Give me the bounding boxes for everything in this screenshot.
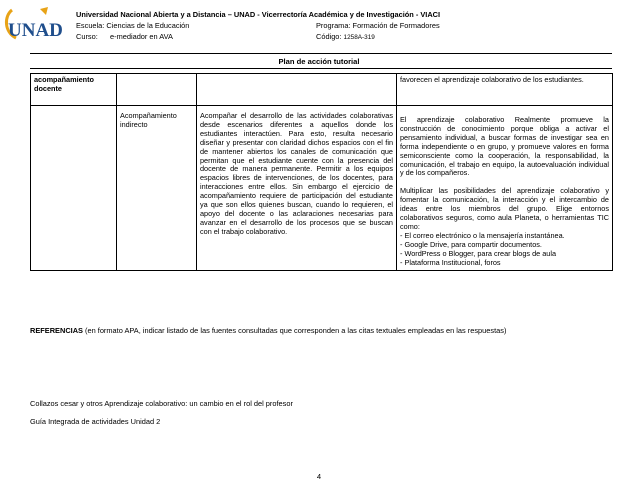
header-code bbox=[316, 32, 375, 43]
row2-para1: El aprendizaje colaborativo Realmente promueve la construcción de conocimiento porque obliga a activar el pensamiento individual, a buscar formas de investigar sea en forma independiente o en grupo, y promueve valores en forma semiconsciente como la cooperación, la responsabilidad, la comunicación, el trabajo en equipo, la autoevaluación individual y de los compañeros. bbox=[400, 115, 609, 178]
reference-item: Collazos cesar y otros Aprendizaje colaborativo: un cambio en el rol del profesor bbox=[30, 399, 293, 408]
header-program: Programa: Formación de Formadores bbox=[316, 21, 440, 30]
table-row bbox=[31, 74, 613, 106]
references-heading bbox=[30, 326, 506, 335]
header-university-line: Universidad Nacional Abierta y a Distancia – UNAD - Vicerrectoría Académica y de Investigación - VIACI bbox=[76, 10, 441, 19]
row2-bullet: - Plataforma Institucional, foros bbox=[400, 257, 501, 267]
row2-para2: Multiplicar las posibilidades del aprendizaje colaborativo y fomentar la comunicación, la interacción y el intercambio de ideas entre los miembros del grupo. Elige entornos colaborativos seguros, como aula Planeta, o herramientas TIC como: bbox=[400, 186, 609, 231]
header-rule-bottom bbox=[30, 68, 612, 69]
empty-cell bbox=[117, 74, 197, 106]
row-label-accompaniment: acompañamiento docente bbox=[31, 74, 117, 106]
header-school: Escuela: Ciencias de la Educación bbox=[76, 21, 190, 30]
references-label: REFERENCIAS bbox=[30, 326, 83, 335]
unad-logo bbox=[2, 6, 64, 44]
action-plan-table bbox=[30, 73, 613, 271]
row1-observation: favorecen el aprendizaje colaborativo de los estudiantes. bbox=[397, 74, 613, 106]
row2-bullet: - WordPress o Blogger, para crear blogs de aula bbox=[400, 248, 557, 258]
header-course-value: e-mediador en AVA bbox=[110, 32, 173, 41]
row2-bullet: - Google Drive, para compartir documentos. bbox=[400, 239, 542, 249]
header-course-label: Curso: bbox=[76, 32, 98, 41]
reference-item: Guía Integrada de actividades Unidad 2 bbox=[30, 417, 161, 426]
table-row bbox=[31, 106, 613, 271]
header-code-label: Código: bbox=[316, 32, 344, 41]
references-note: (en formato APA, indicar listado de las fuentes consultadas que corresponden a las citas textuales empleadas en las respuestas) bbox=[82, 326, 507, 335]
logo-wordmark: UNAD bbox=[8, 20, 63, 41]
empty-cell bbox=[197, 74, 397, 106]
header-code-value: 1258A-319 bbox=[343, 34, 375, 41]
row2-type: Acompañamiento indirecto bbox=[117, 106, 197, 271]
row2-description: Acompañar el desarrollo de las actividades colaborativas desde escenarios diferentes a aquellos donde los estudiantes interactúen. Para esto, resulta necesario diseñar y presentar con claridad dichos espacios con el fin de mantener abiertos los canales de comunicación que permitan que el estudiante cuente con la presencia del docente de manera permanente. Permitir a los equipos espacios libres de intervenciones, de los docentes, para interacciones entre ellos. Sin embargo el ejercicio de acompañamiento requiere de participación del estudiante ya que son ellos quienes buscan, cuando lo requieren, el apoyo del docente o las aclaraciones necesarias para avanzar en el desarrollo de los procesos que se buscan con el trabajo colaborativo. bbox=[197, 106, 397, 271]
page-number: 4 bbox=[316, 472, 322, 481]
row2-bullet: - El correo electrónico o la mensajería instantánea. bbox=[400, 230, 565, 240]
empty-cell bbox=[31, 106, 117, 271]
row2-observations bbox=[397, 106, 613, 271]
document-title: Plan de acción tutorial bbox=[278, 57, 360, 66]
header-rule-top bbox=[30, 53, 612, 54]
logo-star bbox=[40, 7, 48, 15]
